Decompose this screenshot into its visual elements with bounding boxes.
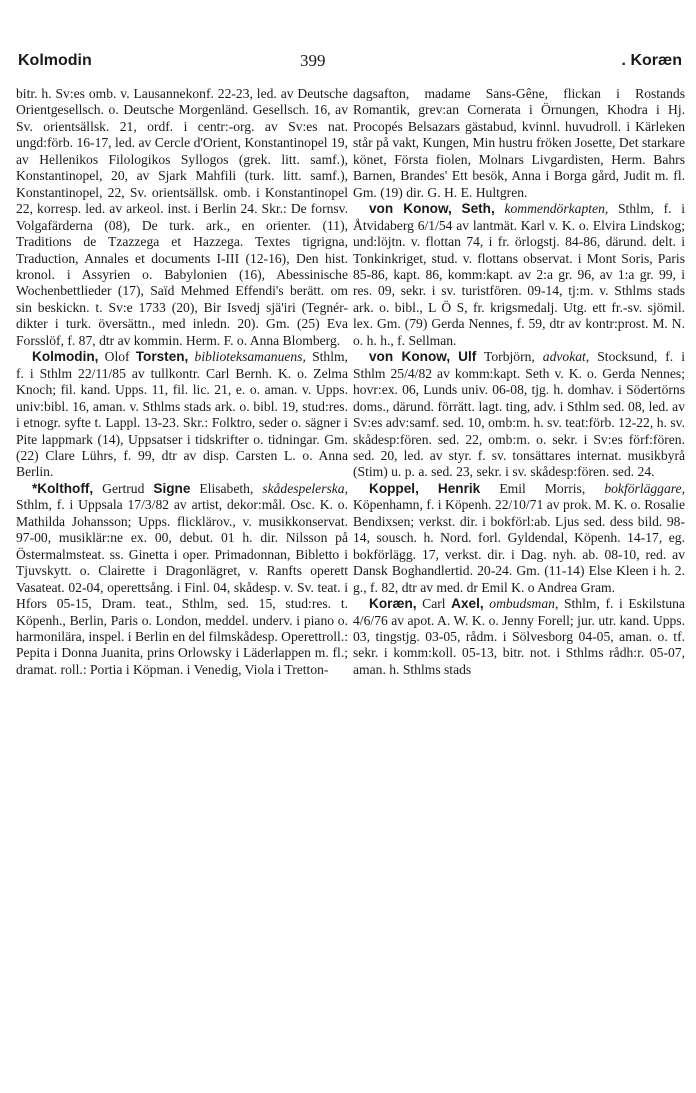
entry-call-name: Axel, [451, 596, 484, 612]
entry-name: Koppel, [369, 480, 419, 496]
continuation-text: dagsafton, madame Sans-Gêne, flickan i Rostands Romantik, grev:an Cornerata i Örnungen, Khodra i Hj. Procopés Belsazars gästabud, kvinnl. huvudroll. i Kärleken står på vakt, Kungen, Min hustru fröken Josette, Det starkare könet, Första fiolen, Molnars Livgardisten, Herm. Bahrs Barnen, Brandes' Ett besök, Anna i Borga gård, Judit m. fl. Gm. (19) dir. G. H. E. Hultgren. [353, 86, 685, 200]
entry-call-name: Signe [153, 480, 191, 496]
right-entries [353, 201, 685, 678]
left-entries [16, 349, 348, 678]
entry-body: Sthlm, f. i Uppsala 17/3/82 av artist, dekor:mål. Osc. K. o. Mathilda Johansson; Upps. flicklärov., v. musikkonservat. 97-00, musiklär:ne ex. 00, debut. 01 h. dir. Nilsson på Östermalmsteat. ss. Ginetta i oper. Primadonnan, Bibletto i Tjuvskytt. o. Clairette i Dragonlägret, v. Ranfts operett Vasateat. 02-04, operettsång. i Finl. 04, skådesp. v. Sv. teat. i Hfors 05-15, Dram. teat., Sthlm, sed. 15, stud:res. t. Köpenh., Berlin, Paris o. London, meddel. underv. i piano o. harmonilära, inspel. i Berlin en del filmskådesp. Operettroll.: Pepita i Donna Juanita, prins Orlowsky i Läderlappen m. fl.; dramat. roll.: Portia i Köpman. i Venedig, Viola i Tretton- [16, 497, 348, 677]
entry-given-name: Olof [104, 349, 130, 365]
entry-title: advokat, [542, 349, 590, 365]
entry-name: von Konow, [369, 201, 452, 217]
right-column [353, 86, 685, 678]
entry-call-name: Henrik [437, 480, 481, 496]
entry-given-name-rest: Elisabeth, [199, 480, 254, 496]
entry-title: ombudsman, [489, 596, 559, 612]
entry-title: bokförläggare, [604, 480, 685, 496]
entry-body: Sthlm, f. i Åtvidaberg 6/1/54 av lantmät. Karl v. K. o. Elvira Lindskog; und:löjtn. v. flottan 74, i fr. örlogstj. 84-86, därund. delt. i Tonkinkriget, stud. v. flottans observat. i Mont Soris, Paris 85-86, kapt. 86, komm:kapt. av 2:a gr. 96, av 1:a gr. 99, i res. 09, sekr. i sv. turistfören. 09-14, tj:m. v. Sthlms stads ark. o. bibl., L Ö S, fr. krigsmedalj. Utg. ett fr.-sv. sjömil. lex. Gm. (79) Gerda Nennes, f. 59, dtr av kontr:prost. M. N. o. h. h., f. Sellman. [353, 201, 685, 348]
entry-given-name-rest: Torbjörn, [484, 349, 535, 365]
entry-body: Sthlm, f. i Eskilstuna 4/6/76 av apot. A. W. K. o. Jenny Forell; jur. utr. kand. Upps. 03, tingstjg. 03-05, rådm. i Sölvesborg 04-05, aman. o. tf. sekr. i komm:koll. 05-13, bitr. not. i Sthlms rådh:r. 05-07, aman. h. Sthlms stads [353, 596, 685, 677]
biography-entry [353, 349, 685, 481]
page-number: 399 [300, 51, 326, 70]
biography-entry [353, 596, 685, 678]
entry-call-name: Torsten, [135, 349, 189, 365]
entry-name: *Kolthoff, [32, 480, 94, 496]
continuation-text: bitr. h. Sv:es omb. v. Lausannekonf. 22-23, led. av Deutsche Orientgesellsch. o. Deutsche Morgenländ. Gesellsch. 16, av Sv. orientsällsk. 21, ordf. i centr:-org. av Sv:es nat. ungd:förb. 16-17, led. av Cercle d'Orient, Konstantinopel 19, av Hellenikos Filologikos Syllogos (grek. litt. samf.), Konstantinopel, 20, av Sjark Mahfili (turk. litt. samf.), Konstantinopel, 22, Sv. orientsällsk. omb. i Konstantinopel 22, korresp. led. av arkeol. inst. i Berlin 24. Skr.: De fornsv. Volgafärderna (08), De turk. ark., en orienter. (11), Traditions de Tzazzega et Hazzega. Textes tigrigna, Traduction, Annales et documents I-III (12-16), Den hist. kronol. i Assyrien o. Babylonien (16), Abessinische Wochenbettlieder (17), Saïd Mehmed Effendi's berätt. om sin beskickn. t. Sv:e 1733 (20), Bir Isvedj sjä'iri (Tegnér-dikter i turk. översättn., med inledn. 20). Gm. (25) Eva Forsslöf, f. 87, dtr av kommin. Herm. F. o. Anna Blomberg. [16, 86, 348, 348]
entry-body: Köpenhamn, f. i Köpenh. 22/10/71 av prok. M. K. o. Rosalie Bendixsen; verkst. dir. i bokförl:ab. Ljus sed. dess bild. 98-14, sousch. h. Nord. forl. Gyldendal, Köpenh. 14-17, eg. bokförlägg. 17, verkst. dir. i Dag. nyh. ab. 08-10, red. av Dansk Boghandlertid. 20-24. Gm. (11-14) Else Kleen i h. 2. g., f. 82, dtr av med. dr Emil K. o Andrea Gram. [353, 497, 685, 595]
entry-given-name: Carl [422, 596, 446, 612]
entry-given-name: Gertrud [102, 480, 145, 496]
biography-entry [353, 481, 685, 596]
entry-name: von Konow, [369, 349, 451, 365]
left-column [16, 86, 348, 678]
entry-body: Sthlm, f. i Sthlm 22/11/85 av tullkontr. Carl Bernh. K. o. Zelma Knoch; fil. kand. Upps. 11, fil. lic. 21, e. o. aman. v. Upps. univ:bibl. 16, aman. v. Sthlms stads ark. o. bibl. 19, stud:res. i etnogr. syfte t. Lappl. 13-23. Skr.: Folktro, seder o. sägner i Pite lappmark (14), Uppsatser i tidskrifter o. tidningar. Gm. (22) Clare Lührs, f. 99, dtr av disp. Carsten L. o. Anna Berlin. [16, 349, 348, 480]
entry-call-name: Seth, [461, 201, 495, 217]
entry-title: skådespelerska, [262, 480, 349, 496]
running-head-right: . Koræn [621, 52, 682, 69]
biography-entry [16, 481, 348, 678]
entry-title: kommendörkapten, [504, 201, 609, 217]
entry-title: biblioteksamanuens, [194, 349, 306, 365]
biography-entry [16, 349, 348, 481]
entry-body: Stocksund, f. i Sthlm 25/4/82 av komm:kapt. Seth v. K. o. Gerda Nennes; hovr:ex. 06, Lunds univ. 06-08, tjg. h. domhav. i Södertörns doms., därund. förrätt. lagt. ting, adv. i Sthlm sed. 08, led. av Sv:es adv:samf. sed. 10, omb:m. h. sv. teat:förb. 12-22, h. sv. skådesp:fören. sed. 22, omb:m. o. sekr. i Sv:es förf:fören. sed. 20, led. av styr. f. sv. tonsättares internat. musikbyrå (Stim) u. p. a. sed. 23, sekr. i sv. skådesp:fören. sed. 24. [353, 349, 685, 480]
running-head-left: Kolmodin [18, 52, 92, 69]
biography-entry [353, 201, 685, 349]
entry-given-name-rest: Emil Morris, [499, 480, 586, 496]
entry-name: Kolmodin, [32, 349, 99, 365]
entry-call-name: Ulf [458, 349, 477, 365]
entry-name: Koræn, [369, 596, 417, 612]
